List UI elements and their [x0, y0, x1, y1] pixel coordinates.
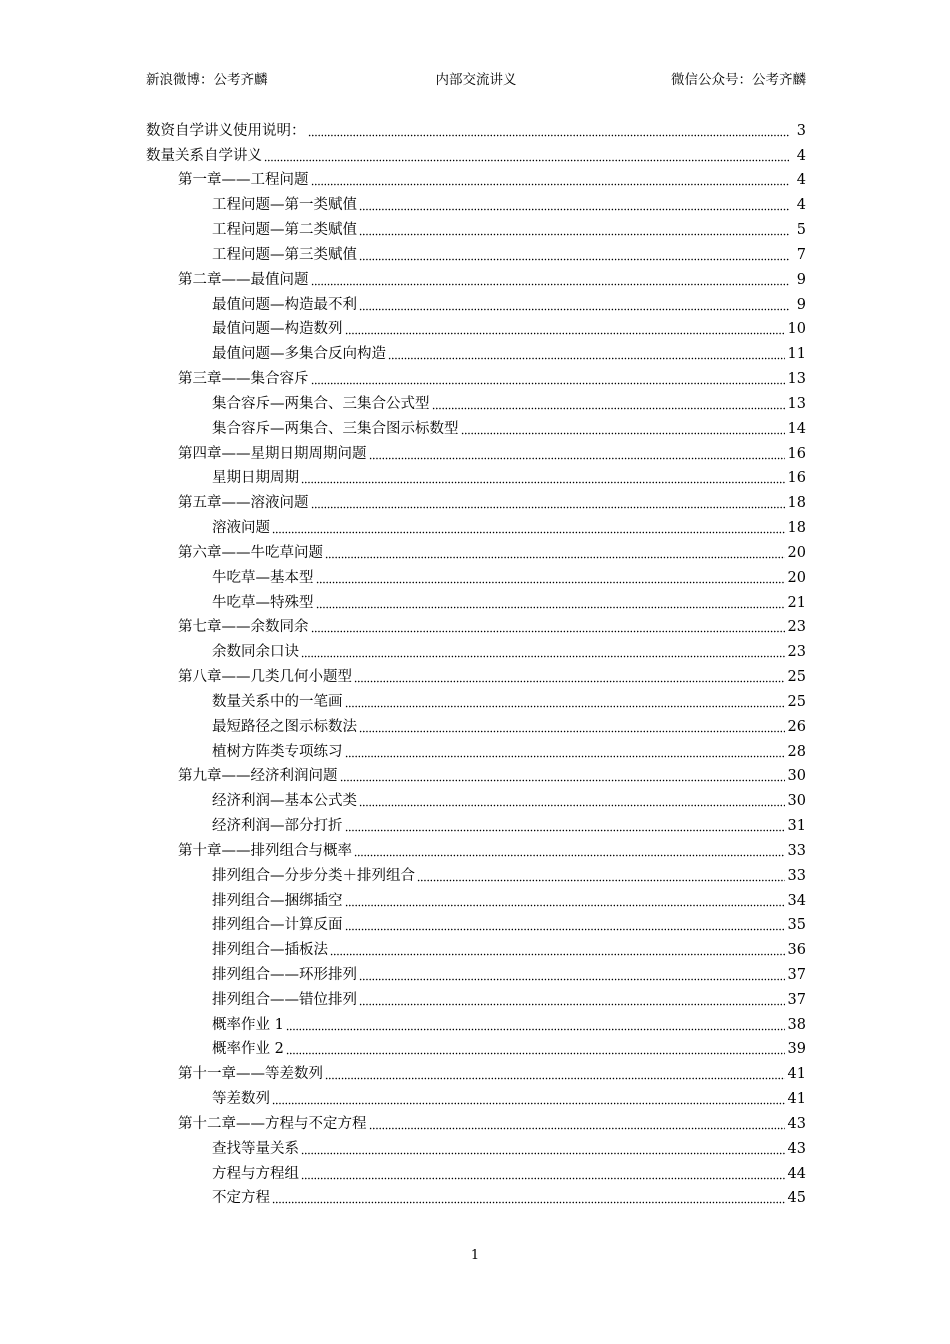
toc-entry-title: 第十一章——等差数列: [178, 1066, 323, 1083]
toc-entry-title: 余数同余口诀: [212, 644, 299, 661]
toc-dot-leader: [311, 629, 785, 633]
toc-entry-title: 工程问题—第一类赋值: [212, 197, 357, 214]
toc-dot-leader: [272, 1101, 785, 1105]
toc-dot-leader: [354, 853, 785, 857]
toc-entry-page: 33: [787, 867, 806, 884]
toc-entry[interactable]: [146, 736, 806, 761]
toc-dot-leader: [345, 331, 785, 335]
toc-entry-page: 39: [787, 1041, 806, 1058]
toc-entry-title: 牛吃草—基本型: [212, 569, 314, 586]
toc-entry-page: 20: [787, 569, 806, 586]
toc-entry-page: 30: [787, 768, 806, 785]
toc-entry-title: 星期日期周期: [212, 470, 299, 487]
toc-entry-page: 34: [787, 892, 806, 909]
toc-entry-page: 11: [787, 346, 806, 363]
toc-entry-page: 13: [787, 371, 806, 388]
toc-entry-title: 经济利润—基本公式类: [212, 793, 357, 810]
toc-entry[interactable]: [146, 264, 806, 289]
toc-entry[interactable]: [146, 165, 806, 190]
header-wechat: 微信公众号：公考齐麟: [671, 72, 806, 88]
toc-entry[interactable]: [146, 214, 806, 239]
toc-dot-leader: [330, 952, 785, 956]
toc-entry-page: 9: [796, 296, 806, 313]
toc-entry-title: 排列组合—分步分类＋排列组合: [212, 867, 415, 884]
toc-entry[interactable]: [146, 388, 806, 413]
toc-entry[interactable]: [146, 612, 806, 637]
toc-entry[interactable]: [146, 761, 806, 786]
toc-entry[interactable]: [146, 1158, 806, 1183]
toc-entry-title: 牛吃草—特殊型: [212, 594, 314, 611]
toc-entry-page: 41: [787, 1091, 806, 1108]
toc-entry[interactable]: [146, 289, 806, 314]
toc-entry-page: 37: [787, 991, 806, 1008]
toc-dot-leader: [311, 182, 790, 186]
toc-entry-title: 第五章——溶液问题: [178, 495, 309, 512]
toc-entry-title: 溶液问题: [212, 520, 270, 537]
toc-entry-page: 18: [787, 520, 806, 537]
toc-entry-page: 16: [787, 445, 806, 462]
toc-entry-title: 概率作业 1: [212, 1016, 284, 1033]
toc-dot-leader: [359, 729, 785, 733]
toc-entry[interactable]: [146, 686, 806, 711]
toc-entry[interactable]: [146, 239, 806, 264]
toc-entry[interactable]: [146, 363, 806, 388]
toc-entry-title: 第二章——最值问题: [178, 271, 309, 288]
toc-entry[interactable]: [146, 1183, 806, 1208]
toc-entry-title: 概率作业 2: [212, 1041, 284, 1058]
toc-entry[interactable]: [146, 189, 806, 214]
toc-dot-leader: [369, 456, 785, 460]
toc-entry-page: 36: [787, 942, 806, 959]
toc-entry-title: 植树方阵类专项练习: [212, 743, 343, 760]
toc-entry-title: 第十章——排列组合与概率: [178, 842, 352, 859]
toc-entry[interactable]: [146, 1009, 806, 1034]
toc-entry-page: 4: [796, 172, 806, 189]
toc-dot-leader: [286, 1027, 785, 1031]
toc-entry[interactable]: [146, 959, 806, 984]
toc-entry-title: 集合容斥—两集合、三集合图示标数型: [212, 420, 459, 437]
toc-entry-title: 第十二章——方程与不定方程: [178, 1115, 367, 1132]
toc-dot-leader: [311, 381, 785, 385]
toc-entry-title: 不定方程: [212, 1190, 270, 1207]
toc-entry[interactable]: [146, 636, 806, 661]
toc-entry[interactable]: [146, 885, 806, 910]
toc-entry-page: 21: [787, 594, 806, 611]
page-number: 1: [470, 1248, 480, 1263]
toc-dot-leader: [301, 1176, 785, 1180]
toc-dot-leader: [388, 356, 785, 360]
toc-entry[interactable]: [146, 115, 806, 140]
toc-entry-page: 45: [787, 1190, 806, 1207]
toc-entry-title: 第四章——星期日期周期问题: [178, 445, 367, 462]
toc-entry-title: 最值问题—构造数列: [212, 321, 343, 338]
toc-entry-title: 集合容斥—两集合、三集合公式型: [212, 395, 430, 412]
toc-entry-page: 9: [796, 271, 806, 288]
toc-entry[interactable]: [146, 810, 806, 835]
toc-entry-page: 26: [787, 718, 806, 735]
toc-entry-title: 排列组合——错位排列: [212, 991, 357, 1008]
toc-entry-page: 18: [787, 495, 806, 512]
table-of-contents: [146, 115, 806, 1207]
toc-entry-page: 31: [787, 818, 806, 835]
toc-entry-page: 3: [796, 122, 806, 139]
toc-dot-leader: [311, 505, 785, 509]
toc-entry-page: 43: [787, 1140, 806, 1157]
toc-entry-page: 38: [787, 1016, 806, 1033]
toc-entry[interactable]: [146, 910, 806, 935]
toc-entry[interactable]: [146, 512, 806, 537]
toc-dot-leader: [286, 1051, 785, 1055]
toc-dot-leader: [301, 480, 785, 484]
toc-entry-page: 23: [787, 644, 806, 661]
toc-entry-page: 43: [787, 1115, 806, 1132]
toc-entry[interactable]: [146, 487, 806, 512]
toc-entry[interactable]: [146, 661, 806, 686]
header-weibo: 新浪微博：公考齐麟: [146, 72, 268, 88]
toc-entry-page: 4: [796, 147, 806, 164]
toc-entry-title: 排列组合—计算反面: [212, 917, 343, 934]
toc-entry-title: 第七章——余数同余: [178, 619, 309, 636]
toc-entry[interactable]: [146, 438, 806, 463]
toc-entry[interactable]: [146, 413, 806, 438]
toc-entry[interactable]: [146, 1083, 806, 1108]
toc-entry-page: 44: [787, 1165, 806, 1182]
toc-entry-title: 第八章——几类几何小题型: [178, 669, 352, 686]
toc-dot-leader: [359, 307, 789, 311]
toc-entry[interactable]: [146, 314, 806, 339]
toc-entry[interactable]: [146, 587, 806, 612]
toc-entry[interactable]: [146, 984, 806, 1009]
toc-dot-leader: [316, 580, 785, 584]
toc-dot-leader: [308, 133, 790, 137]
toc-entry[interactable]: [146, 785, 806, 810]
toc-entry-title: 经济利润—部分打折: [212, 818, 343, 835]
toc-entry-page: 5: [796, 222, 806, 239]
toc-entry[interactable]: [146, 835, 806, 860]
toc-entry-title: 方程与方程组: [212, 1165, 299, 1182]
toc-entry-title: 第一章——工程问题: [178, 172, 309, 189]
toc-entry-title: 数资自学讲义使用说明：: [146, 122, 306, 139]
toc-entry-page: 25: [787, 693, 806, 710]
toc-entry-page: 37: [787, 966, 806, 983]
toc-dot-leader: [359, 232, 789, 236]
toc-entry-page: 30: [787, 793, 806, 810]
toc-dot-leader: [325, 1076, 785, 1080]
toc-dot-leader: [325, 555, 785, 559]
toc-dot-leader: [272, 530, 785, 534]
toc-entry-page: 25: [787, 669, 806, 686]
toc-dot-leader: [359, 803, 785, 807]
toc-dot-leader: [369, 1126, 785, 1130]
toc-dot-leader: [345, 754, 785, 758]
toc-dot-leader: [345, 828, 785, 832]
toc-dot-leader: [311, 282, 790, 286]
toc-entry-title: 第三章——集合容斥: [178, 371, 309, 388]
toc-entry-title: 等差数列: [212, 1091, 270, 1108]
toc-dot-leader: [359, 1002, 785, 1006]
toc-dot-leader: [417, 878, 785, 882]
toc-entry-page: 23: [787, 619, 806, 636]
toc-entry[interactable]: [146, 860, 806, 885]
toc-entry-title: 排列组合—捆绑插空: [212, 892, 343, 909]
toc-entry-title: 数量关系自学讲义: [146, 147, 262, 164]
page-header: [146, 68, 806, 92]
toc-entry-title: 数量关系中的一笔画: [212, 693, 343, 710]
toc-entry[interactable]: [146, 1108, 806, 1133]
toc-dot-leader: [345, 927, 785, 931]
toc-entry-title: 查找等量关系: [212, 1140, 299, 1157]
toc-entry[interactable]: [146, 338, 806, 363]
toc-entry[interactable]: [146, 1058, 806, 1083]
toc-entry[interactable]: [146, 934, 806, 959]
toc-entry-page: 7: [796, 246, 806, 263]
toc-entry-page: 4: [796, 197, 806, 214]
toc-entry-page: 16: [787, 470, 806, 487]
toc-entry-title: 第九章——经济利润问题: [178, 768, 338, 785]
toc-entry-title: 第六章——牛吃草问题: [178, 544, 323, 561]
toc-entry-page: 35: [787, 917, 806, 934]
toc-entry-title: 工程问题—第三类赋值: [212, 246, 357, 263]
toc-dot-leader: [272, 1200, 785, 1204]
toc-dot-leader: [354, 679, 785, 683]
toc-entry[interactable]: [146, 1034, 806, 1059]
toc-dot-leader: [345, 903, 785, 907]
toc-dot-leader: [359, 207, 789, 211]
toc-dot-leader: [301, 1151, 785, 1155]
toc-dot-leader: [461, 431, 785, 435]
toc-entry[interactable]: [146, 1133, 806, 1158]
toc-dot-leader: [359, 977, 785, 981]
toc-dot-leader: [301, 654, 785, 658]
toc-entry-title: 最值问题—构造最不利: [212, 296, 357, 313]
toc-entry[interactable]: [146, 463, 806, 488]
toc-dot-leader: [432, 406, 785, 410]
header-title: 内部交流讲义: [435, 72, 517, 88]
toc-entry[interactable]: [146, 711, 806, 736]
toc-entry-page: 33: [787, 842, 806, 859]
toc-entry-page: 13: [787, 395, 806, 412]
toc-entry-page: 14: [787, 420, 806, 437]
toc-entry-page: 41: [787, 1066, 806, 1083]
toc-dot-leader: [316, 605, 785, 609]
toc-dot-leader: [340, 778, 785, 782]
toc-entry-page: 10: [787, 321, 806, 338]
toc-entry-title: 工程问题—第二类赋值: [212, 222, 357, 239]
toc-dot-leader: [359, 257, 789, 261]
toc-entry-page: 28: [787, 743, 806, 760]
toc-entry-title: 排列组合—插板法: [212, 942, 328, 959]
toc-entry-title: 最值问题—多集合反向构造: [212, 346, 386, 363]
toc-entry-title: 排列组合——环形排列: [212, 966, 357, 983]
toc-dot-leader: [345, 704, 785, 708]
toc-entry[interactable]: [146, 140, 806, 165]
toc-entry-title: 最短路径之图示标数法: [212, 718, 357, 735]
toc-entry[interactable]: [146, 537, 806, 562]
toc-entry[interactable]: [146, 562, 806, 587]
toc-entry-page: 20: [787, 544, 806, 561]
toc-dot-leader: [264, 158, 789, 162]
